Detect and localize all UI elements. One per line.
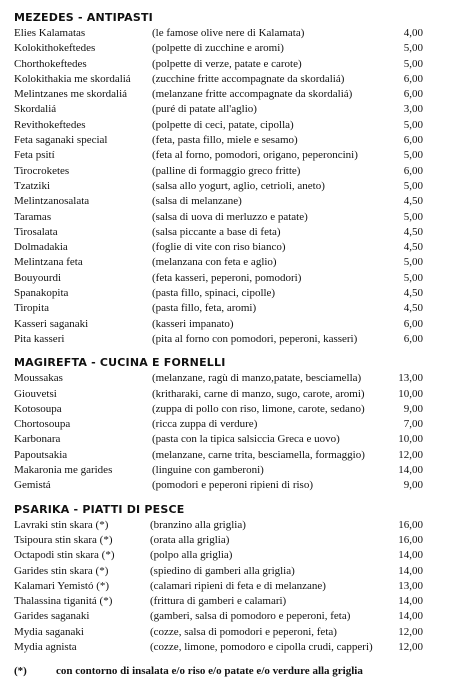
- item-name: Tiropita: [14, 302, 50, 315]
- item-name: Spanakopita: [14, 287, 69, 300]
- item-price: 5,00: [403, 271, 423, 284]
- item-description: (cozze, limone, pomodoro e cipolla crudi, capperi): [150, 640, 373, 653]
- item-price: 13,00: [398, 372, 423, 385]
- item-description: (feta kasseri, peperoni, pomodori): [152, 271, 302, 284]
- item-price: 14,00: [398, 564, 423, 577]
- item-name: Melintzana feta: [14, 256, 83, 269]
- menu-item: [0, 609, 461, 624]
- menu-item: [0, 240, 461, 255]
- item-description: (polpette di verze, patate e carote): [152, 57, 302, 70]
- item-description: (melanzane fritte accompagnate da skordaliá): [152, 88, 353, 101]
- item-price: 14,00: [398, 549, 423, 562]
- item-name: Melintzanes me skordaliá: [14, 88, 128, 101]
- item-name: Tirocroketes: [14, 164, 70, 177]
- item-price: 4,50: [403, 225, 423, 238]
- section-heading: PSARIKA - PIATTI DI PESCE: [14, 502, 185, 516]
- item-description: (calamari ripieni di feta e di melanzane): [150, 579, 326, 592]
- item-price: 5,00: [403, 42, 423, 55]
- item-description: (puré di patate all'aglio): [152, 103, 257, 116]
- item-name: Kasseri saganaki: [14, 317, 89, 330]
- item-price: 10,00: [398, 387, 423, 400]
- item-name: Octapodi stin skara (*): [14, 549, 115, 562]
- item-description: (feta al forno, pomodori, origano, peperoncini): [152, 149, 358, 162]
- section-heading: MEZEDES - ANTIPASTI: [14, 11, 153, 24]
- item-price: 4,00: [403, 27, 423, 39]
- section-pesce: [0, 502, 461, 656]
- menu-item: [0, 41, 461, 56]
- menu-item: [0, 478, 461, 493]
- menu-item: [0, 332, 461, 347]
- item-price: 4,50: [403, 287, 423, 300]
- item-description: (le famose olive nere di Kalamata): [152, 27, 305, 39]
- menu-item: [0, 564, 461, 579]
- item-price: 16,00: [398, 533, 423, 546]
- item-name: Chortosoupa: [14, 418, 71, 431]
- item-description: (feta, pasta fillo, miele e sesamo): [152, 134, 298, 147]
- item-description: (melanzane, carne trita, besciamella, formaggio): [152, 448, 365, 461]
- item-description: (pasta con la tipica salsiccia Greca e uovo): [152, 433, 340, 446]
- item-name: Bouyourdi: [14, 271, 62, 284]
- item-price: 6,00: [403, 164, 423, 177]
- item-description: (polpo alla griglia): [150, 549, 233, 562]
- item-description: (foglie di vite con riso bianco): [152, 241, 286, 254]
- footnote-text: con contorno di insalata e/o riso e/o patate e/o verdure alla griglia: [56, 665, 363, 678]
- item-name: Mydia agnista: [14, 640, 77, 653]
- item-name: Kolokithakia me skordaliá: [14, 72, 131, 85]
- menu-item: [0, 87, 461, 102]
- item-price: 5,00: [403, 57, 423, 70]
- menu-item: [0, 463, 461, 478]
- item-price: 5,00: [403, 210, 423, 223]
- item-name: Karbonara: [14, 433, 61, 446]
- menu-item: [0, 57, 461, 72]
- menu-item: [0, 579, 461, 594]
- item-name: Mydia saganaki: [14, 625, 84, 638]
- item-price: 4,50: [403, 195, 423, 208]
- item-price: 12,00: [398, 640, 423, 653]
- item-price: 5,00: [403, 149, 423, 162]
- menu-item: [0, 72, 461, 87]
- menu-item: [0, 179, 461, 194]
- menu-item: [0, 625, 461, 640]
- item-name: Tirosalata: [14, 225, 58, 238]
- item-name: Makaronia me garides: [14, 464, 113, 477]
- item-name: Dolmadakia: [14, 241, 68, 254]
- item-price: 4,50: [403, 302, 423, 315]
- item-description: (salsa di uova di merluzzo e patate): [152, 210, 308, 223]
- item-name: Papoutsakia: [14, 448, 68, 461]
- menu-item: [0, 164, 461, 179]
- section-antipasti: [0, 10, 461, 347]
- item-price: 6,00: [403, 72, 423, 85]
- item-description: (pita al forno con pomodori, peperoni, kasseri): [152, 332, 358, 345]
- item-price: 5,00: [403, 118, 423, 131]
- item-price: 14,00: [398, 464, 423, 477]
- item-description: (zucchine fritte accompagnate da skordaliá): [152, 72, 345, 85]
- menu-item: [0, 210, 461, 225]
- menu-item: [0, 402, 461, 417]
- item-name: Garides saganaki: [14, 610, 90, 623]
- item-description: (branzino alla griglia): [150, 518, 246, 531]
- menu-item: [0, 148, 461, 163]
- item-name: Chorthokeftedes: [14, 57, 87, 70]
- menu-item: [0, 518, 461, 533]
- item-description: (cozze, salsa di pomodori e peperoni, feta): [150, 625, 337, 638]
- item-description: (pomodori e peperoni ripieni di riso): [152, 479, 313, 492]
- menu-item: [0, 371, 461, 386]
- menu-item: [0, 286, 461, 301]
- item-name: Kalamari Yemistó (*): [14, 579, 110, 592]
- item-price: 12,00: [398, 625, 423, 638]
- item-description: (salsa di melanzane): [152, 195, 242, 208]
- item-price: 9,00: [403, 402, 423, 415]
- item-name: Melintzanosalata: [14, 195, 90, 208]
- item-description: (salsa allo yogurt, aglio, cetrioli, aneto): [152, 179, 325, 192]
- menu-item: [0, 118, 461, 133]
- item-description: (kritharaki, carne di manzo, sugo, carote, aromi): [152, 387, 365, 400]
- menu-item: [0, 225, 461, 240]
- item-name: Giouvetsi: [14, 387, 57, 400]
- item-price: 14,00: [398, 595, 423, 608]
- item-description: (palline di formaggio greco fritte): [152, 164, 301, 177]
- item-description: (polpette di zucchine e aromi): [152, 42, 284, 55]
- item-name: Tsipoura stin skara (*): [14, 533, 113, 546]
- menu-item: [0, 26, 461, 41]
- item-description: (pasta fillo, spinaci, cipolle): [152, 287, 276, 300]
- menu-item: [0, 271, 461, 286]
- item-name: Feta saganaki special: [14, 134, 108, 147]
- item-name: Elies Kalamatas: [14, 27, 86, 39]
- item-price: 13,00: [398, 579, 423, 592]
- item-price: 3,00: [403, 103, 423, 116]
- item-price: 6,00: [403, 134, 423, 147]
- item-description: (melanzane, ragù di manzo,patate, besciamella): [152, 372, 362, 385]
- item-price: 4,50: [403, 241, 423, 254]
- item-description: (pasta fillo, feta, aromi): [152, 302, 257, 315]
- item-price: 16,00: [398, 518, 423, 531]
- menu-item: [0, 255, 461, 270]
- item-price: 7,00: [403, 418, 423, 431]
- item-description: (kasseri impanato): [152, 317, 234, 330]
- item-description: (frittura di gamberi e calamari): [150, 595, 287, 608]
- item-name: Tzatziki: [14, 179, 51, 192]
- item-name: Feta psití: [14, 149, 55, 162]
- item-name: Garides stin skara (*): [14, 564, 109, 577]
- section-heading: MAGIREFTA - CUCINA E FORNELLI: [14, 356, 226, 370]
- footnote: [0, 663, 461, 679]
- item-name: Lavraki stin skara (*): [14, 518, 109, 531]
- menu-item: [0, 102, 461, 117]
- item-price: 14,00: [398, 610, 423, 623]
- item-description: (melanzana con feta e aglio): [152, 256, 277, 269]
- item-name: Taramas: [14, 210, 52, 223]
- item-name: Moussakas: [14, 372, 63, 385]
- item-price: 6,00: [403, 332, 423, 345]
- item-description: (salsa piccante a base di feta): [152, 225, 281, 238]
- item-name: Kotosoupa: [14, 402, 62, 415]
- item-price: 5,00: [403, 256, 423, 269]
- menu-item: [0, 548, 461, 563]
- item-price: 12,00: [398, 448, 423, 461]
- item-name: Pita kasseri: [14, 332, 65, 345]
- item-description: (gamberi, salsa di pomodoro e peperoni, feta): [150, 610, 351, 623]
- menu-item: [0, 448, 461, 463]
- menu-item: [0, 387, 461, 402]
- item-price: 10,00: [398, 433, 423, 446]
- item-price: 6,00: [403, 88, 423, 101]
- item-price: 6,00: [403, 317, 423, 330]
- menu-item: [0, 640, 461, 655]
- menu-item: [0, 594, 461, 609]
- item-description: (linguine con gamberoni): [152, 464, 264, 477]
- footnote-mark: (*): [14, 665, 27, 678]
- menu-item: [0, 301, 461, 316]
- item-description: (spiedino di gamberi alla griglia): [150, 564, 295, 577]
- menu-item: [0, 133, 461, 148]
- menu-item: [0, 533, 461, 548]
- item-description: (ricca zuppa di verdure): [152, 418, 258, 431]
- menu-item: [0, 317, 461, 332]
- menu-item: [0, 417, 461, 432]
- item-description: (orata alla griglia): [150, 533, 230, 546]
- item-price: 9,00: [403, 479, 423, 492]
- item-price: 5,00: [403, 179, 423, 192]
- item-description: (polpette di ceci, patate, cipolla): [152, 118, 294, 131]
- section-cucina: [0, 355, 461, 493]
- menu-item: [0, 194, 461, 209]
- item-name: Skordaliá: [14, 103, 57, 116]
- item-name: Gemistá: [14, 479, 51, 492]
- menu-item: [0, 432, 461, 447]
- item-description: (zuppa di pollo con riso, limone, carote, sedano): [152, 402, 365, 415]
- item-name: Thalassina tiganitá (*): [14, 595, 113, 608]
- item-name: Kolokithokeftedes: [14, 42, 96, 55]
- item-name: Revithokeftedes: [14, 118, 86, 131]
